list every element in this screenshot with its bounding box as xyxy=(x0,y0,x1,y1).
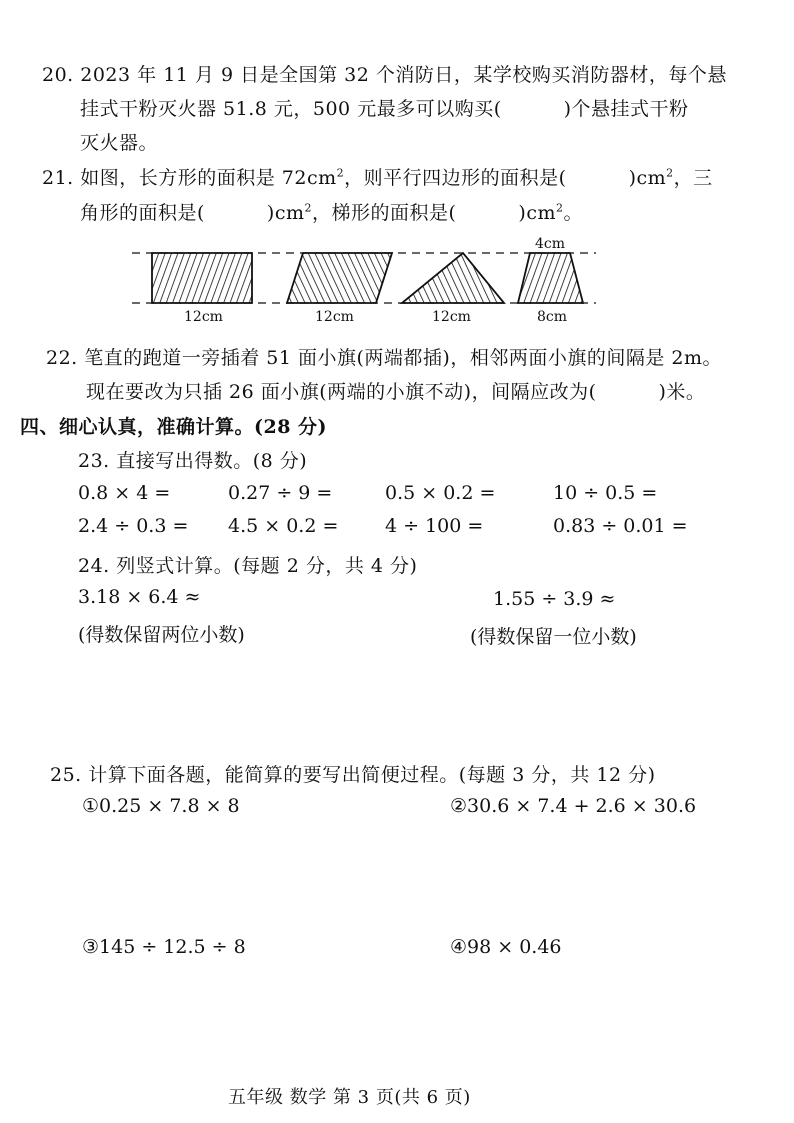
q23-item: 2.4 ÷ 0.3 = xyxy=(78,515,189,537)
q22-line2-text: 现在要改为只插 26 面小旗(两端的小旗不动)，间隔应改为( xyxy=(86,381,597,403)
q21-text-a: 21. 如图，长方形的面积是 72cm xyxy=(42,167,337,189)
q25-item-1: ①0.25 × 7.8 × 8 xyxy=(82,795,240,817)
q22-line1: 22. 笔直的跑道一旁插着 51 面小旗(两端都插)，相邻两面小旗的间隔是 2m。 xyxy=(46,347,722,369)
trapezoid-shape xyxy=(518,253,583,303)
q21-sup: 2 xyxy=(336,166,345,180)
q21-line2 xyxy=(80,198,583,225)
q23-item: 4 ÷ 100 = xyxy=(385,515,484,537)
q23-item: 0.83 ÷ 0.01 = xyxy=(553,515,688,537)
section-4-title: 四、细心认真，准确计算。(28 分) xyxy=(20,416,328,438)
triangle-length-label: 12cm xyxy=(432,309,471,325)
q20-line2 xyxy=(80,94,689,121)
q24-title: 24. 列竖式计算。(每题 2 分，共 4 分) xyxy=(78,555,418,577)
q21-sup3: 2 xyxy=(304,201,312,215)
q22-line2-text-b: )米。 xyxy=(658,381,706,403)
q20-line2-text: 挂式干粉灭火器 51.8 元，500 元最多可以购买( xyxy=(80,98,502,120)
q23-item: 0.8 × 4 = xyxy=(78,482,171,504)
q24-b-note: (得数保留一位小数) xyxy=(470,626,637,648)
rectangle-shape xyxy=(152,253,252,303)
q23-title: 23. 直接写出得数。(8 分) xyxy=(78,450,308,472)
parallelogram-length-label: 12cm xyxy=(315,309,354,325)
q21-text-h: )cm xyxy=(518,202,556,224)
shapes-figure xyxy=(0,232,794,332)
q23-item: 0.27 ÷ 9 = xyxy=(228,482,333,504)
q24-a-note: (得数保留两位小数) xyxy=(78,624,245,646)
top-length-label: 4cm xyxy=(535,236,566,252)
q21-text-b: ，则平行四边形的面积是( xyxy=(344,167,567,189)
rectangle-length-label: 12cm xyxy=(184,309,223,325)
q21-text-g: ，梯形的面积是( xyxy=(312,202,457,224)
q23-item: 0.5 × 0.2 = xyxy=(385,482,496,504)
q25-item-3: ③145 ÷ 12.5 ÷ 8 xyxy=(82,936,246,958)
q23-item: 4.5 × 0.2 = xyxy=(228,515,339,537)
q25-item-4: ④98 × 0.46 xyxy=(450,936,562,958)
parallelogram-shape xyxy=(287,253,392,303)
q21-text-f: )cm xyxy=(266,202,305,224)
q25-item-2: ②30.6 × 7.4 + 2.6 × 30.6 xyxy=(450,795,697,817)
q20-line1: 20. 2023 年 11 月 9 日是全国第 32 个消防日，某学校购买消防器材，每个悬 xyxy=(42,64,727,86)
q24-a-expression: 3.18 × 6.4 ≈ xyxy=(78,586,201,608)
q21-sup4: 2 xyxy=(556,201,564,215)
q20-line2-text-b: )个悬挂式干粉 xyxy=(563,98,689,120)
triangle-shape xyxy=(402,253,504,303)
q21-line1 xyxy=(42,163,713,190)
q21-text-e: 角形的面积是( xyxy=(80,202,205,224)
q21-text-c: )cm xyxy=(628,167,667,189)
q21-text-i: 。 xyxy=(563,202,584,224)
page-footer: 五年级 数学 第 3 页(共 6 页) xyxy=(228,1087,471,1108)
q23-item: 10 ÷ 0.5 = xyxy=(553,482,658,504)
q24-b-expression: 1.55 ÷ 3.9 ≈ xyxy=(493,588,616,610)
q21-text-d: ，三 xyxy=(673,167,713,189)
q25-title: 25. 计算下面各题，能简算的要写出简便过程。(每题 3 分，共 12 分) xyxy=(50,764,656,786)
q22-line2 xyxy=(86,377,705,404)
trapezoid-length-label: 8cm xyxy=(537,309,568,325)
q20-line3: 灭火器。 xyxy=(80,132,159,154)
q21-sup2: 2 xyxy=(666,166,674,180)
